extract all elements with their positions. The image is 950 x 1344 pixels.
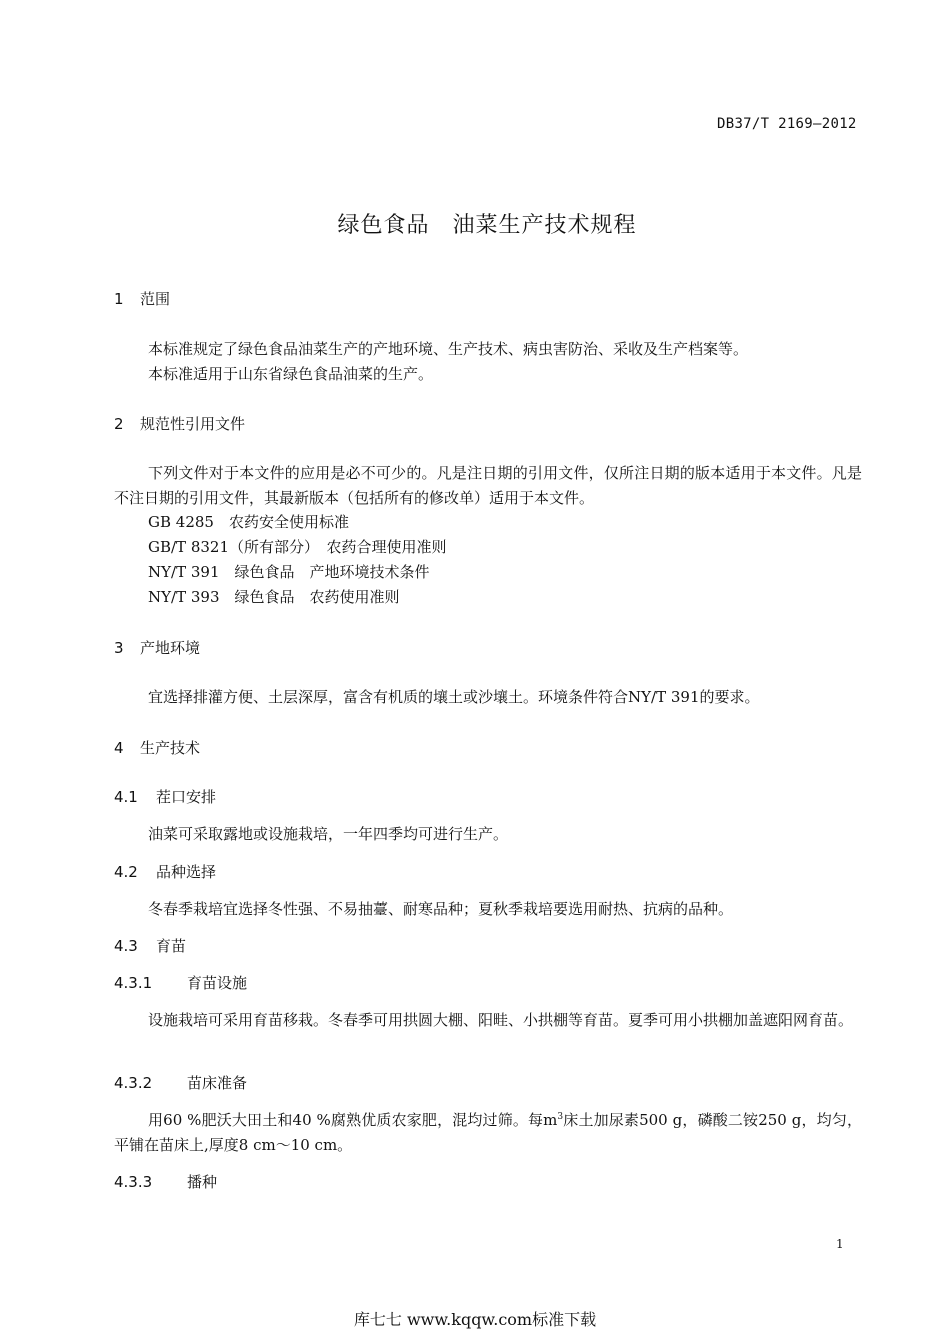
paragraph: 本标准适用于山东省绿色食品油菜的生产。	[148, 365, 434, 383]
section-4-3-heading	[114, 935, 186, 956]
section-title: 规范性引用文件	[140, 415, 246, 433]
section-4-3-1-heading	[114, 972, 247, 993]
paragraph: 本标准规定了绿色食品油菜生产的产地环境、生产技术、病虫害防治、采收及生产档案等。	[148, 340, 749, 358]
footer-watermark: 库七七 www.kqqw.com标准下载	[353, 1310, 597, 1329]
document-code: DB37/T 2169—2012	[717, 116, 857, 132]
text-run: 用60 %肥沃大田土和40 %腐熟优质农家肥，混均过筛。每m	[148, 1111, 558, 1129]
reference-item: NY/T 393 绿色食品 农药使用准则	[148, 588, 400, 606]
section-1-heading	[114, 288, 170, 309]
section-number: 4	[114, 739, 124, 757]
paragraph: 下列文件对于本文件的应用是必不可少的。凡是注日期的引用文件，仅所注日期的版本适用于本文件。凡是不注日期的引用文件，其最新版本（包括所有的修改单）适用于本文件。	[114, 464, 862, 507]
section-title: 范围	[140, 290, 171, 308]
section-number: 1	[114, 290, 124, 308]
section-3-heading	[114, 637, 200, 658]
section-number: 4.1	[114, 788, 138, 806]
section-number: 4.3.2	[114, 1074, 153, 1092]
section-title: 生产技术	[140, 739, 201, 757]
paragraph: 宜选择排灌方便、土层深厚，富含有机质的壤土或沙壤土。环境条件符合NY/T 391的要求。	[148, 688, 760, 706]
reference-item: NY/T 391 绿色食品 产地环境技术条件	[148, 563, 430, 581]
section-title: 苗床准备	[187, 1074, 248, 1092]
paragraph: 设施栽培可采用育苗移栽。冬春季可用拱圆大棚、阳畦、小拱棚等育苗。夏季可用小拱棚加盖遮阳网育苗。	[148, 1011, 854, 1029]
section-4-3-3-heading	[114, 1171, 217, 1192]
section-title: 产地环境	[140, 639, 201, 657]
section-4-3-2-heading	[114, 1072, 247, 1093]
paragraph	[114, 1108, 862, 1158]
section-number: 4.2	[114, 863, 138, 881]
section-title: 育苗设施	[187, 974, 248, 992]
section-number: 3	[114, 639, 124, 657]
section-4-heading	[114, 737, 200, 758]
section-title: 茬口安排	[156, 788, 217, 806]
section-number: 4.3	[114, 937, 138, 955]
document-title: 绿色食品 油菜生产技术规程	[337, 213, 637, 238]
page-number: 1	[836, 1237, 844, 1251]
section-number: 2	[114, 415, 124, 433]
reference-item: GB 4285 农药安全使用标准	[148, 513, 349, 531]
section-4-2-heading	[114, 861, 216, 882]
paragraph: 冬春季栽培宜选择冬性强、不易抽薹、耐寒品种；夏秋季栽培要选用耐热、抗病的品种。	[148, 900, 734, 918]
reference-item: GB/T 8321（所有部分） 农药合理使用准则	[148, 538, 447, 556]
text-run: 床土加尿素500 g，磷酸二铵250 g，均匀，平铺在苗床上,厚度8 cm～10 cm。	[114, 1111, 862, 1154]
section-4-1-heading	[114, 786, 216, 807]
section-2-heading	[114, 413, 245, 434]
paragraph: 油菜可采取露地或设施栽培，一年四季均可进行生产。	[148, 825, 509, 843]
section-title: 品种选择	[156, 863, 217, 881]
superscript: 3	[557, 1112, 564, 1122]
section-number: 4.3.3	[114, 1173, 153, 1191]
section-title: 播种	[187, 1173, 218, 1191]
section-number: 4.3.1	[114, 974, 153, 992]
section-title: 育苗	[156, 937, 187, 955]
